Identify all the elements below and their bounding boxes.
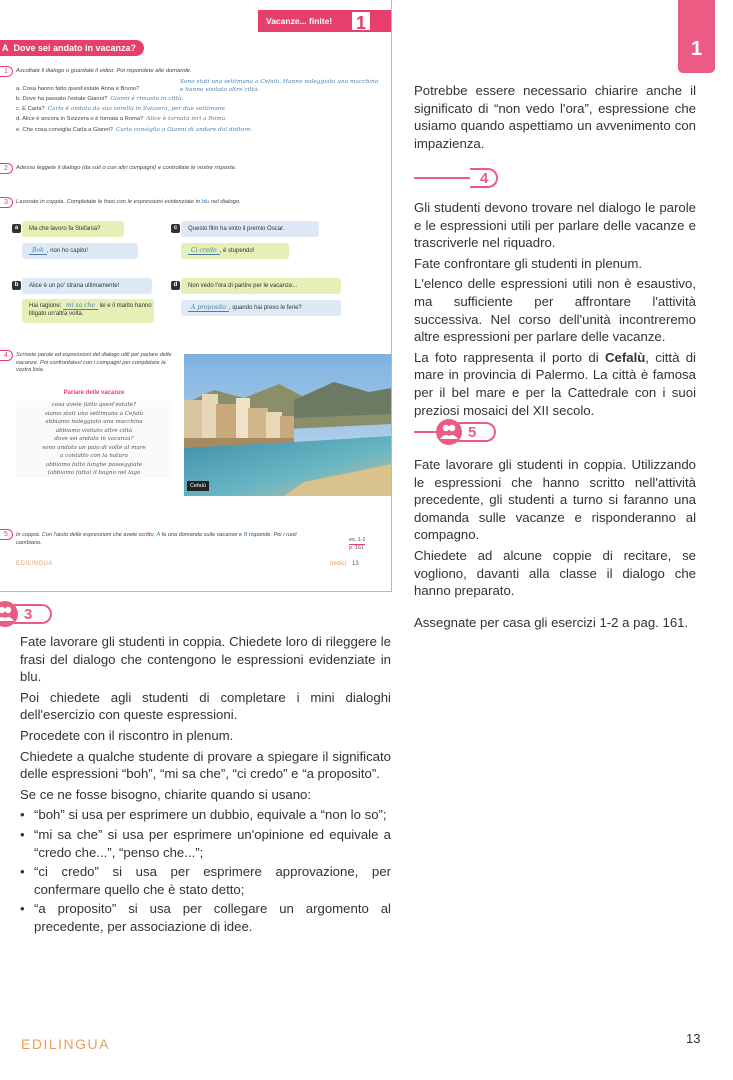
text: La foto rappresenta il porto di — [414, 349, 599, 365]
exercise-1-question-e — [16, 127, 252, 133]
photo-caption: Cefalù — [187, 481, 209, 491]
dialogue-a-answer — [22, 243, 138, 259]
instruction-text: risponde. Poi i ruoli cambiano. — [16, 532, 297, 546]
paragraph: L'elenco delle espressioni utili non è esaustivo, ma sufficiente per affrontare l'attività successiva. Nel corso dell'unità incontreremo altre espressioni per parlare delle vacanze. — [414, 276, 696, 345]
dialogue-c-rest: , è stupendo! — [219, 248, 255, 254]
paragraph: Chiedete a qualche studente di provare a spiegare il significato delle espressioni “boh”, “mi sa che”, “ci credo” e “a proposito”. — [20, 748, 391, 782]
paragraph — [414, 349, 696, 419]
section-3-header — [0, 604, 52, 624]
dialogue-d-answer — [181, 300, 341, 316]
text: , città di mare in provincia di Palermo. La città è famosa per il bel mare e per la Cattedrale con i suoi preziosi mosaici del XII secolo. — [414, 349, 696, 418]
section-5-header — [414, 422, 496, 442]
vocabulary-item: (abbiamo fatto) il bagno nel lago — [47, 470, 141, 476]
exercise-ref-numbers: es. 1-2 — [349, 537, 366, 543]
exercise-4-instruction: Scrivete parole ed espressioni del dialogo utili per parlare delle vacanze. Poi confrontatevi con i compagni per completare la vostra lista. — [16, 352, 172, 374]
section-header — [0, 40, 144, 56]
dialogue-b-answer — [22, 299, 154, 323]
vocabulary-item: cosa avete fatto quest'estate? — [51, 402, 137, 408]
dialogue-d-fill: A proposito — [188, 304, 229, 312]
section-4-body — [414, 199, 696, 422]
section-5-body — [414, 456, 696, 634]
paragraph: Chiedete ad alcune coppie di recitare, se vogliono, davanti alla classe il dialogo che hanno preparato. — [414, 547, 696, 599]
paragraph: Procedete con il riscontro in plenum. — [20, 727, 234, 743]
paragraph: Fate lavorare gli studenti in coppia. Utilizzando le espressioni che hanno scritto nell'attività precedente, gli studenti a turno si faranno una domanda sulle vacanze e risponderanno al compagno. — [414, 457, 696, 543]
section-4-number: 4 — [470, 168, 498, 188]
vocabulary-item: abbiamo fatto lunghe passeggiate — [45, 461, 143, 468]
vocabulary-box-title: Parlare delle vacanze — [63, 390, 125, 396]
exercise-1-answer-a: Sono stati una settimana a Cefalù. Hanno noleggiato una macchina e hanno visitato altre città. — [180, 79, 379, 93]
paragraph: Fate lavorare gli studenti in coppia. Chiedete loro di rileggere le frasi del dialogo che contengono le espressioni evidenziate in blu. — [20, 634, 391, 685]
answer-text: Carla è andata da sua sorella in Svizzera, per due settimane. — [47, 106, 227, 112]
dialogue-b-pre: Hai ragione: — [29, 303, 62, 309]
unit-number: 1 — [350, 10, 372, 32]
exercise-3-number: 3 — [0, 197, 13, 208]
dialogue-c-question: Questo film ha vinto il premio Oscar. — [181, 221, 319, 237]
student-book-page — [0, 0, 392, 592]
usage-list — [20, 806, 391, 935]
paragraph: Se ce ne fosse bisogno, chiarite quando si usano: — [20, 786, 312, 802]
instruction-text: In coppia. Con l'aiuto delle espressioni che avete scritto, — [16, 532, 156, 538]
dialogue-d-rest: , quando hai preso le ferie? — [229, 305, 302, 311]
dialogue-tag-c: c — [171, 224, 180, 233]
question-text: d. Alice è ancora in Svizzera o è tornata a Roma? — [16, 116, 144, 122]
list-item: • “mi sa che” si usa per esprimere un'opinione ed equivale a “credo che...”, “penso che...”; — [20, 826, 391, 861]
cefalu-photo — [184, 354, 392, 496]
paragraph: Gli studenti devono trovare nel dialogo le parole e le espressioni utili per parlare delle vacanze e trascriverle nel riquadro. — [414, 200, 696, 251]
list-item: • “boh” si usa per esprimere un dubbio, equivale a “non lo so”; — [20, 806, 391, 824]
exercise-5-number: 5 — [0, 529, 13, 540]
role-a: A — [156, 532, 161, 538]
right-intro-paragraph — [414, 82, 696, 155]
vocabulary-item: dove sei andato in vacanza? — [54, 436, 134, 442]
dialogue-tag-a: a — [12, 224, 21, 233]
exercise-3-instruction — [16, 199, 241, 205]
list-item: • “a proposito” si usa per collegare un argomento al precedente, per associazione di idee. — [20, 900, 391, 935]
section-5-number: 5 — [458, 422, 496, 442]
role-b: B — [243, 532, 248, 538]
unit-corner-tab: 1 — [678, 0, 715, 73]
question-text: b. Dove ha passato l'estate Gianni? — [16, 96, 108, 102]
inset-footer-brand: EDILINGUA — [16, 561, 53, 567]
question-text: c. E Carla? — [16, 106, 45, 112]
exercise-1-instruction: Ascoltate il dialogo o guardate il video. Poi rispondete alle domande. — [16, 68, 192, 74]
section-3-body — [20, 633, 391, 938]
inset-footer-page — [330, 561, 359, 567]
section-letter: A — [2, 43, 9, 53]
question-text: a. Cosa hanno fatto quest'estate Anna e Bruno? — [16, 86, 140, 92]
exercise-1-question-b — [16, 96, 183, 102]
answer-text: Gianni è rimasto in città. — [110, 96, 184, 102]
footer-page-number: 13 — [686, 1031, 701, 1046]
exercise-1-question-c — [16, 106, 227, 112]
dialogue-c-answer — [181, 243, 289, 259]
exercise-1-question-a — [16, 86, 139, 92]
page-number: 13 — [352, 561, 359, 567]
unit-tab — [258, 10, 392, 32]
paragraph: Assegnate per casa gli esercizi 1-2 a pag. 161. — [414, 614, 689, 630]
pair-work-icon — [436, 419, 462, 445]
footer-brand-logo: EDILINGUA — [21, 1036, 110, 1052]
exercise-4-number: 4 — [0, 350, 13, 361]
dialogue-d-question: Non vedo l'ora di partire per le vacanze... — [181, 278, 341, 294]
list-item: • “ci credo” si usa per esprimere approvazione, per confermare quello che è stato detto; — [20, 863, 391, 898]
vocabulary-item: sono andato un paio di volte al mare — [42, 444, 146, 451]
exercise-2-number: 2 — [0, 163, 13, 174]
dialogue-tag-d: d — [171, 281, 180, 290]
exercise-ref-page: p. 161 — [349, 545, 364, 551]
vocabulary-item: abbiamo noleggiato una macchina — [45, 419, 143, 425]
page-word: tredici — [330, 561, 347, 567]
dialogue-b-fill: mi sa che — [63, 302, 98, 310]
header-rule — [414, 431, 436, 433]
vocabulary-item: abbiamo visitato altre città — [55, 427, 133, 434]
answer-text: Carla consiglia a Gianni di andare dal dottore. — [116, 127, 253, 133]
exercise-5-instruction — [16, 531, 316, 547]
exercise-2-instruction: Adesso leggete il dialogo (da soli o con altri compagni) e controllate le vostre risposte. — [16, 165, 237, 171]
exercise-reference — [349, 537, 365, 552]
section-3-number: 3 — [14, 604, 52, 624]
vocabulary-item: siamo stati una settimana a Cefalù — [44, 410, 144, 417]
vocabulary-item: a contatto con la natura — [59, 453, 129, 459]
dialogue-b-rest: lei e il marito hanno litigato un'altra volta. — [29, 303, 152, 317]
paragraph: Poi chiedete agli studenti di completare i mini dialoghi dell'esercizio con queste espressioni. — [20, 689, 391, 723]
dialogue-a-fill: Boh — [29, 247, 47, 255]
unit-title: Vacanze... finite! — [266, 16, 333, 26]
exercise-1-question-d — [16, 116, 227, 122]
place-name: Cefalù — [604, 349, 646, 365]
vocabulary-box — [16, 401, 172, 478]
instruction-text: fa una domanda sulle vacanze e — [161, 532, 243, 538]
dialogue-tag-b: b — [12, 281, 21, 290]
answer-text: Alice è tornata ieri a Roma. — [146, 116, 228, 122]
instruction-blu: blu — [201, 199, 210, 205]
exercise-1-number: 1 — [0, 66, 13, 77]
pair-work-icon — [0, 601, 18, 627]
section-title: Dove sei andato in vacanza? — [13, 43, 137, 53]
question-text: e. Che cosa consiglia Carla a Gianni? — [16, 127, 113, 133]
instruction-text: Lavorate in coppia. Completate le frasi con le espressioni evidenziate in — [16, 199, 200, 205]
instruction-text: nel dialogo. — [211, 199, 241, 205]
paragraph: Potrebbe essere necessario chiarire anche il significato di “non vedo l'ora”, espressione che usiamo quando aspettiamo un avvenimento con impazienza. — [414, 83, 696, 151]
dialogue-b-question: Alice è un po' strana ultimamente! — [22, 278, 152, 294]
dialogue-a-question: Ma che lavoro fa Stefania? — [22, 221, 124, 237]
dialogue-c-fill: Ci credo — [188, 247, 220, 255]
header-rule — [414, 177, 470, 179]
section-4-header — [414, 168, 498, 188]
dialogue-a-rest: , non ho capito! — [46, 248, 88, 254]
paragraph: Fate confrontare gli studenti in plenum. — [414, 255, 642, 271]
